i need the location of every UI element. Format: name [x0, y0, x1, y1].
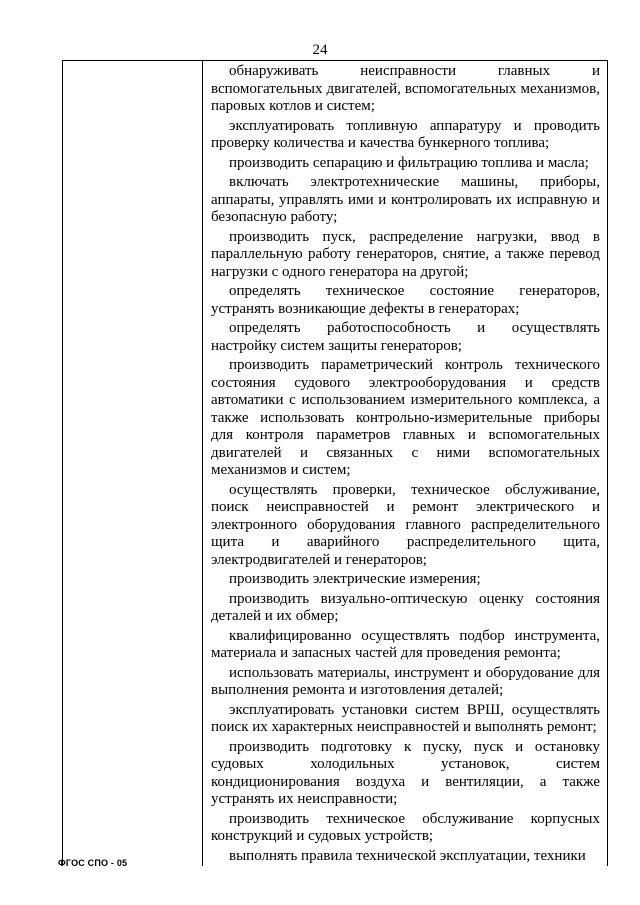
list-item: определять работоспособность и осуществлять настройку систем защиты генераторов;: [211, 320, 600, 354]
list-item: производить визуально-оптическую оценку состояния деталей и их обмер;: [211, 590, 600, 624]
list-item: производить электрические измерения;: [229, 571, 481, 587]
list-item: производить пуск, распределение нагрузки, ввод в параллельную работу генераторов, снятие, а также перевод нагрузки с одного генератора на другой;: [211, 228, 600, 280]
list-item: производить параметрический контроль технического состояния судового электрооборудования и средств автоматики с использованием измерительного комплекса, а также использовать контрольно-измерительные приборы для контроля параметров главных и вспомогательных двигателей и связанных с ними вспомогательных механизмов и систем;: [211, 357, 600, 478]
list-item: выполнять правила технической эксплуатации, техники: [229, 847, 586, 864]
list-item: определять техническое состояние генераторов, устранять возникающие дефекты в генераторах;: [211, 283, 600, 317]
table-column-divider: [202, 60, 203, 866]
list-item: использовать материалы, инструмент и оборудование для выполнения ремонта и изготовления деталей;: [211, 664, 600, 698]
list-item: производить подготовку к пуску, пуск и остановку судовых холодильных установок, систем кондиционирования воздуха и вентиляции, а также устранять их неисправности;: [211, 738, 600, 807]
list-item: производить техническое обслуживание корпусных конструкций и судовых устройств;: [211, 810, 600, 844]
list-item: квалифицированно осуществлять подбор инструмента, материала и запасных частей для проведения ремонта;: [211, 627, 600, 661]
page-number: 24: [312, 42, 328, 58]
list-item: включать электротехнические машины, приборы, аппараты, управлять ими и контролировать их исправную и безопасную работу;: [211, 174, 600, 225]
list-item: производить сепарацию и фильтрацию топлива и масла;: [229, 154, 589, 171]
list-item: эксплуатировать топливную аппаратуру и проводить проверку количества и качества бункерного топлива;: [211, 117, 600, 151]
list-item: обнаруживать неисправности главных и вспомогательных двигателей, вспомогательных механизмов, паровых котлов и систем;: [211, 63, 600, 114]
list-item: эксплуатировать установки систем ВРШ, осуществлять поиск их характерных неисправностей и выполнять ремонт;: [211, 701, 600, 735]
list-item: осуществлять проверки, техническое обслуживание, поиск неисправностей и ремонт электрического и электронного оборудования главного распределительного щита и аварийного распределительного щита, электродвигателей и генераторов;: [211, 481, 600, 568]
requirements-list: [211, 63, 600, 867]
footer-code: ФГОС СПО - 05: [58, 858, 128, 868]
